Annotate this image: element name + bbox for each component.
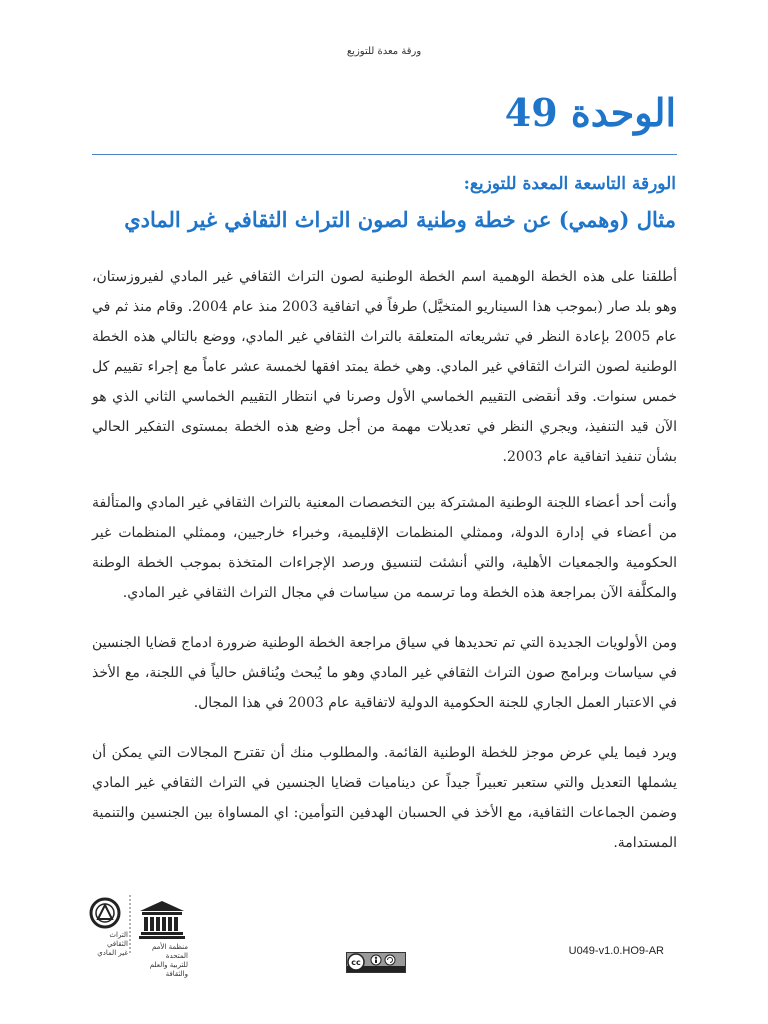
- cc-license-icon: [346, 952, 406, 973]
- unesco-logo-icon: [139, 901, 185, 939]
- paragraph: أطلقنا على هذه الخطة الوهمية اسم الخطة الوطنية لصون التراث الثقافي غير المادي لفيروزستان، وهو بلد صار (بموجب هذا السيناريو المتخيَّل) طرفاً في اتفاقية 2003 منذ عام 2004. وقام منذ ثم في عام 2005 بإعادة النظر في تشريعاته المتعلقة بالتراث الثقافي غير المادي، ووضع بالتالي هذه الخطة الوطنية لصون التراث الثقافي غير المادي. وهي خطة يمتد افقها لخمسة عشر عاماً مع إجراء تقييم كل خمس سنوات. وقد أنقضى التقييم الخماسي الأول وصرنا في انتظار التقييم الخماسي الثاني الذي هو الآن قيد التنفيذ، ويجري النظر في تعديلات مهمة من أجل وضع هذه الخطة بمستوى التفكير الحالي بشأن تنفيذ اتفاقية عام 2003.: [92, 269, 677, 465]
- body-text: [92, 262, 677, 878]
- ich-caption: التراث الثقافي غير المادي: [97, 931, 128, 957]
- unit-title: الوحدة 49: [504, 90, 676, 135]
- unesco-caption: منظمة الأمم المتحدة للتربية والعلم والثقافة: [149, 943, 188, 978]
- svg-text:cc: cc: [351, 958, 361, 967]
- running-header: ورقة معدة للتوزيع: [346, 46, 422, 57]
- title-divider: [92, 154, 677, 155]
- paragraph: ويرد فيما يلي عرض موجز للخطة الوطنية القائمة. والمطلوب منك أن تقترح المجالات التي يمكن أن يشملها التعديل والتي ستعبر تعبيراً جيداً عن ديناميات قضايا الجنسين في التراث الثقافي غير المادي وضمن الجماعات الثقافية، مع الأخذ في الحسبان الهدفين التوأمين: اي المساواة بين الجنسين والتنمية المستدامة.: [92, 745, 677, 851]
- handout-title: مثال (وهمي) عن خطة وطنية لصون التراث الثقافي غير المادي: [124, 207, 676, 232]
- document-code: U049-v1.0.HO9-AR: [568, 945, 664, 957]
- paragraph: ومن الأولويات الجديدة التي تم تحديدها في سياق مراجعة الخطة الوطنية ضرورة ادماج قضايا الجنسين في سياسات وبرامج صون التراث الثقافي غير المادي وهو ما يُبحث ويُناقش حالياً في اللجنة، مع الأخذ في الاعتبار العمل الجاري للجنة الحكومية الدولية لاتفاقية عام 2003 في هذا المجال.: [92, 635, 677, 711]
- handout-label: الورقة التاسعة المعدة للتوزيع:: [463, 174, 676, 194]
- footer-logos: [88, 893, 198, 983]
- paragraph: وأنت أحد أعضاء اللجنة الوطنية المشتركة بين التخصصات المعنية بالتراث الثقافي غير المادي والمتألفة من أعضاء في إدارة الدولة، وممثلي المنظمات الإقليمية، وخبراء خارجيين، وممثلي المنظمات غير الحكومية والجمعيات الأهلية، والتي أنشئت لتنسيق ورصد الإجراءات المتخذة بموجب الخطة الوطنة والمكلَّفة الآن بمراجعة هذه الخطة وما ترسمه من سياسات في مجال التراث الثقافي غير المادي.: [92, 495, 677, 601]
- cc-license-badge[interactable]: [346, 952, 406, 973]
